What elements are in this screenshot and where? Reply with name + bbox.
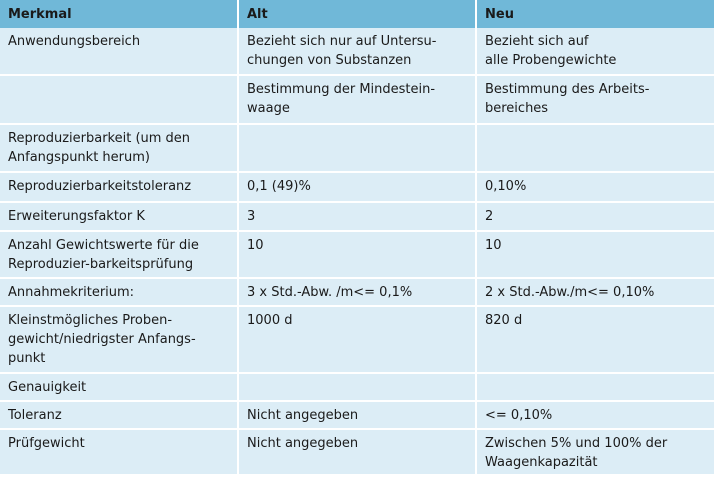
table-cell: Bezieht sich auf alle Probengewichte — [476, 28, 714, 75]
table-cell: Zwischen 5% und 100% der Waagenkapazität — [476, 429, 714, 475]
table-row — [0, 278, 714, 306]
header-alt: Alt — [238, 0, 476, 28]
table-cell: 2 — [476, 202, 714, 231]
table-cell: Reproduzierbarkeitstoleranz — [0, 172, 238, 202]
table-cell: 3 x Std.-Abw. /m<= 0,1% — [238, 278, 476, 306]
table-cell: Anwendungsbereich — [0, 28, 238, 75]
table-cell: 820 d — [476, 306, 714, 373]
table-cell — [476, 373, 714, 401]
table-cell: Bezieht sich nur auf Untersu- chungen von Substanzen — [238, 28, 476, 75]
table-cell — [0, 75, 238, 124]
table-cell — [238, 124, 476, 172]
table-row — [0, 401, 714, 429]
table-cell: Toleranz — [0, 401, 238, 429]
table-cell: Anzahl Gewichtswerte für die Reproduzier-barkeitsprüfung — [0, 231, 238, 278]
table-cell: <= 0,10% — [476, 401, 714, 429]
table-cell: Annahmekriterium: — [0, 278, 238, 306]
table-row — [0, 28, 714, 75]
header-row — [0, 0, 714, 28]
table-row — [0, 373, 714, 401]
table-cell: Erweiterungsfaktor K — [0, 202, 238, 231]
table-cell: Bestimmung der Mindestein- waage — [238, 75, 476, 124]
table-cell: 1000 d — [238, 306, 476, 373]
table-cell: Bestimmung des Arbeits- bereiches — [476, 75, 714, 124]
table-cell — [476, 124, 714, 172]
table-row — [0, 306, 714, 373]
table-cell: Nicht angegeben — [238, 401, 476, 429]
table-row — [0, 231, 714, 278]
table-cell: 3 — [238, 202, 476, 231]
header-merkmal: Merkmal — [0, 0, 238, 28]
table-row — [0, 75, 714, 124]
table-cell: 10 — [238, 231, 476, 278]
table-cell — [238, 373, 476, 401]
table-cell: Kleinstmögliches Proben- gewicht/niedrigster Anfangs- punkt — [0, 306, 238, 373]
table-row — [0, 429, 714, 475]
header-neu: Neu — [476, 0, 714, 28]
table-row — [0, 124, 714, 172]
table-row — [0, 202, 714, 231]
table-cell: 10 — [476, 231, 714, 278]
table-row — [0, 172, 714, 202]
table-cell: Genauigkeit — [0, 373, 238, 401]
table-cell: 0,1 (49)% — [238, 172, 476, 202]
table-cell: 0,10% — [476, 172, 714, 202]
table-cell: Reproduzierbarkeit (um den Anfangspunkt herum) — [0, 124, 238, 172]
table-cell: Prüfgewicht — [0, 429, 238, 475]
table-cell: 2 x Std.-Abw./m<= 0,10% — [476, 278, 714, 306]
table-cell: Nicht angegeben — [238, 429, 476, 475]
